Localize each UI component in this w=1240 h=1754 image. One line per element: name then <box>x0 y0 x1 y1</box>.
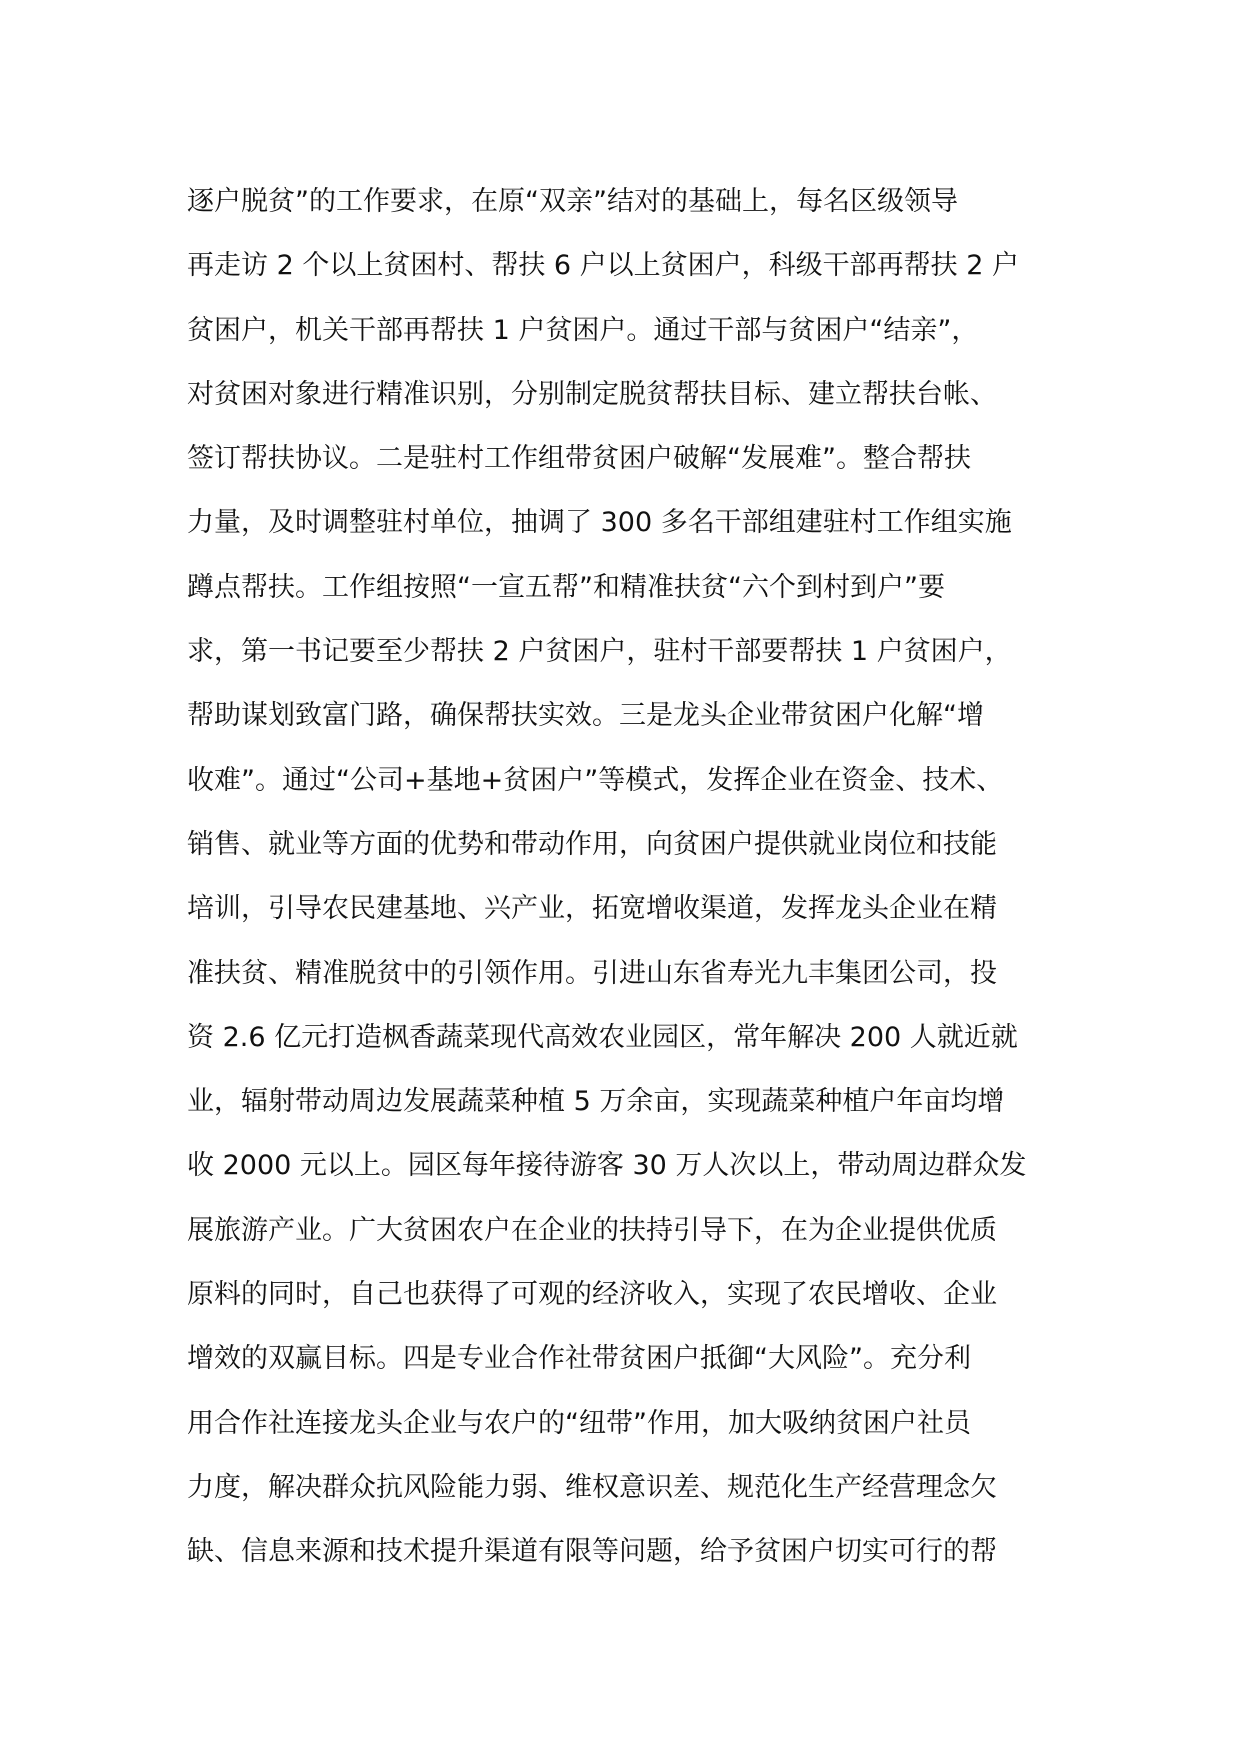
text-line-13: 准扶贫、精准脱贫中的引领作用。引进山东省寿光九丰集团公司，投 <box>187 957 997 989</box>
text-line-11: 销售、就业等方面的优势和带动作用，向贫困户提供就业岗位和技能 <box>187 828 997 860</box>
text-line-21: 力度，解决群众抗风险能力弱、维权意识差、规范化生产经营理念欠 <box>187 1471 997 1503</box>
text-line-19: 增效的双赢目标。四是专业合作社带贫困户抵御“大风险”。充分利 <box>187 1343 971 1375</box>
text-line-14: 资 2.6 亿元打造枫香蔬菜现代高效农业园区，常年解决 200 人就近就 <box>187 1021 1018 1053</box>
text-line-22: 缺、信息来源和技术提升渠道有限等问题，给予贫困户切实可行的帮 <box>187 1536 997 1568</box>
text-line-20: 用合作社连接龙头企业与农户的“纽带”作用，加大吸纳贫困户社员 <box>187 1407 971 1439</box>
body-paragraph <box>187 170 1067 1585</box>
text-line-3: 贫困户，机关干部再帮扶 1 户贫困户。通过干部与贫困户“结亲”， <box>187 314 979 346</box>
text-line-2: 再走访 2 个以上贫困村、帮扶 6 户以上贫困户，科级干部再帮扶 2 户 <box>187 250 1020 282</box>
text-line-16: 收 2000 元以上。园区每年接待游客 30 万人次以上，带动周边群众发 <box>187 1150 1027 1182</box>
text-line-7: 蹲点帮扶。工作组按照“一宣五帮”和精准扶贫“六个到村到户”要 <box>187 571 945 603</box>
text-line-6: 力量，及时调整驻村单位，抽调了 300 多名干部组建驻村工作组实施 <box>187 507 1012 539</box>
text-line-17: 展旅游产业。广大贫困农户在企业的扶持引导下，在为企业提供优质 <box>187 1214 997 1246</box>
text-line-12: 培训，引导农民建基地、兴产业，拓宽增收渠道，发挥龙头企业在精 <box>187 893 997 925</box>
text-line-4: 对贫困对象进行精准识别，分别制定脱贫帮扶目标、建立帮扶台帐、 <box>187 378 997 410</box>
text-line-9: 帮助谋划致富门路，确保帮扶实效。三是龙头企业带贫困户化解“增 <box>187 700 984 732</box>
text-line-1: 逐户脱贫”的工作要求，在原“双亲”结对的基础上，每名区级领导 <box>187 186 958 217</box>
text-line-10: 收难”。通过“公司+基地+贫困户”等模式，发挥企业在资金、技术、 <box>187 764 1004 796</box>
text-line-8: 求，第一书记要至少帮扶 2 户贫困户，驻村干部要帮扶 1 户贫困户， <box>187 636 1012 668</box>
text-line-5: 签订帮扶协议。二是驻村工作组带贫困户破解“发展难”。整合帮扶 <box>187 443 971 475</box>
text-line-15: 业，辐射带动周边发展蔬菜种植 5 万余亩，实现蔬菜种植户年亩均增 <box>187 1086 1005 1118</box>
text-line-18: 原料的同时，自己也获得了可观的经济收入，实现了农民增收、企业 <box>187 1279 997 1311</box>
